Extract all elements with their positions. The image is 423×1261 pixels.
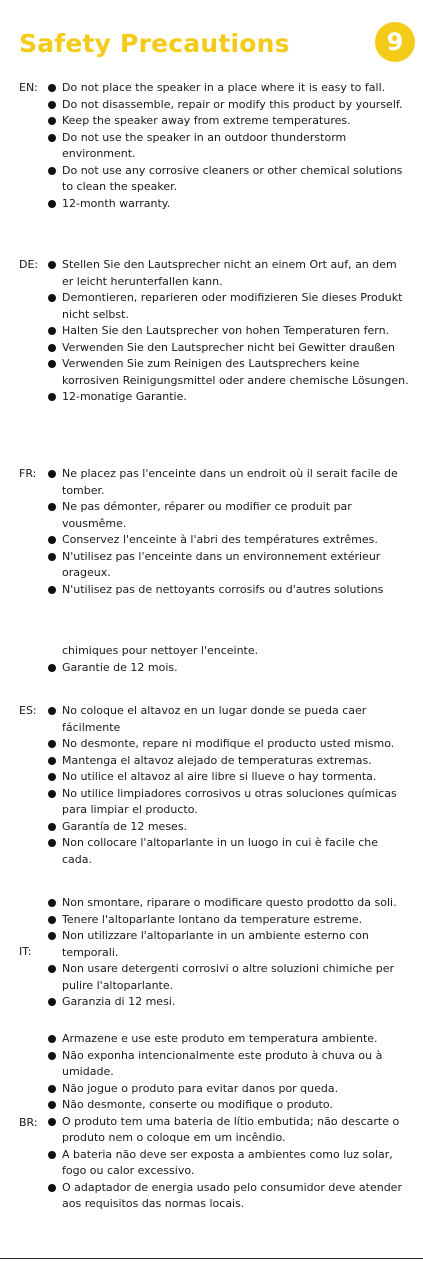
list-item: No desmonte, repare ni modifique el producto usted mismo. (48, 736, 410, 753)
list-item: Verwenden Sie zum Reinigen des Lautsprechers keine korrosiven Reinigungsmittel oder andere chemische Lösungen. (48, 356, 410, 389)
list-item: 12-month warranty. (48, 196, 410, 213)
language-label-en: EN: (19, 81, 38, 94)
list-item: Tenere l'altoparlante lontano da temperature estreme. (48, 912, 410, 929)
list-item: Não desmonte, conserte ou modifique o produto. (48, 1097, 410, 1114)
page-title: Safety Precautions (19, 29, 290, 58)
list-item: N'utilisez pas l'enceinte dans un environnement extérieur orageux. (48, 549, 410, 582)
list-item: Mantenga el altavoz alejado de temperaturas extremas. (48, 753, 410, 770)
list-item: Do not place the speaker in a place where it is easy to fall. (48, 80, 410, 97)
list-item: Garantía de 12 meses. (48, 819, 410, 836)
list-fr-continued (48, 643, 410, 676)
list-item: A bateria não deve ser exposta a ambientes como luz solar, fogo ou calor excessivo. (48, 1147, 410, 1180)
list-en (48, 80, 410, 212)
language-label-br: BR: (19, 1116, 38, 1129)
list-br (48, 1031, 410, 1213)
language-label-it: IT: (19, 945, 32, 958)
list-item: Verwenden Sie den Lautsprecher nicht bei Gewitter draußen (48, 340, 410, 357)
list-item: Garantie de 12 mois. (48, 660, 410, 677)
list-item: Non smontare, riparare o modificare questo prodotto da soli. (48, 895, 410, 912)
list-item: Não exponha intencionalmente este produto à chuva ou à umidade. (48, 1048, 410, 1081)
list-de (48, 257, 410, 406)
list-item: Keep the speaker away from extreme temperatures. (48, 113, 410, 130)
list-item: No coloque el altavoz en un lugar donde se pueda caer fácilmente (48, 703, 410, 736)
list-item: N'utilisez pas de nettoyants corrosifs ou d'autres solutions (48, 582, 410, 599)
page-number-badge: 9 (375, 22, 415, 62)
list-item: Non collocare l'altoparlante in un luogo in cui è facile che cada. (48, 835, 410, 868)
list-item: O produto tem uma bateria de lítio embutida; não descarte o produto nem o coloque em um incêndio. (48, 1114, 410, 1147)
language-label-de: DE: (19, 258, 39, 271)
list-item: Do not disassemble, repair or modify this product by yourself. (48, 97, 410, 114)
list-es (48, 703, 410, 868)
list-item: Non utilizzare l'altoparlante in un ambiente esterno con temporali. (48, 928, 410, 961)
list-item: Demontieren, reparieren oder modifizieren Sie dieses Produkt nicht selbst. (48, 290, 410, 323)
list-item: Conservez l'enceinte à l'abri des températures extrêmes. (48, 532, 410, 549)
list-it (48, 895, 410, 1011)
list-item: No utilice limpiadores corrosivos u otras soluciones químicas para limpiar el producto. (48, 786, 410, 819)
list-item: Garanzia di 12 mesi. (48, 994, 410, 1011)
list-item: Ne pas démonter, réparer ou modifier ce produit par vousmême. (48, 499, 410, 532)
list-item: Stellen Sie den Lautsprecher nicht an einem Ort auf, an dem er leicht herunterfallen kann. (48, 257, 410, 290)
language-label-es: ES: (19, 704, 37, 717)
list-item: Ne placez pas l'enceinte dans un endroit où il serait facile de tomber. (48, 466, 410, 499)
list-item: O adaptador de energia usado pelo consumidor deve atender aos requisitos das normas locais. (48, 1180, 410, 1213)
list-item: Non usare detergenti corrosivi o altre soluzioni chimiche per pulire l'altoparlante. (48, 961, 410, 994)
list-item: Halten Sie den Lautsprecher von hohen Temperaturen fern. (48, 323, 410, 340)
list-item: Do not use any corrosive cleaners or other chemical solutions to clean the speaker. (48, 163, 410, 196)
list-item: Armazene e use este produto em temperatura ambiente. (48, 1031, 410, 1048)
list-item: No utilice el altavoz al aire libre si llueve o hay tormenta. (48, 769, 410, 786)
list-item: Do not use the speaker in an outdoor thunderstorm environment. (48, 130, 410, 163)
list-item: 12-monatige Garantie. (48, 389, 410, 406)
list-fr (48, 466, 410, 598)
language-label-fr: FR: (19, 467, 37, 480)
list-item-continued: chimiques pour nettoyer l'enceinte. (62, 644, 259, 657)
list-item: Não jogue o produto para evitar danos por queda. (48, 1081, 410, 1098)
bottom-divider (0, 1258, 423, 1259)
